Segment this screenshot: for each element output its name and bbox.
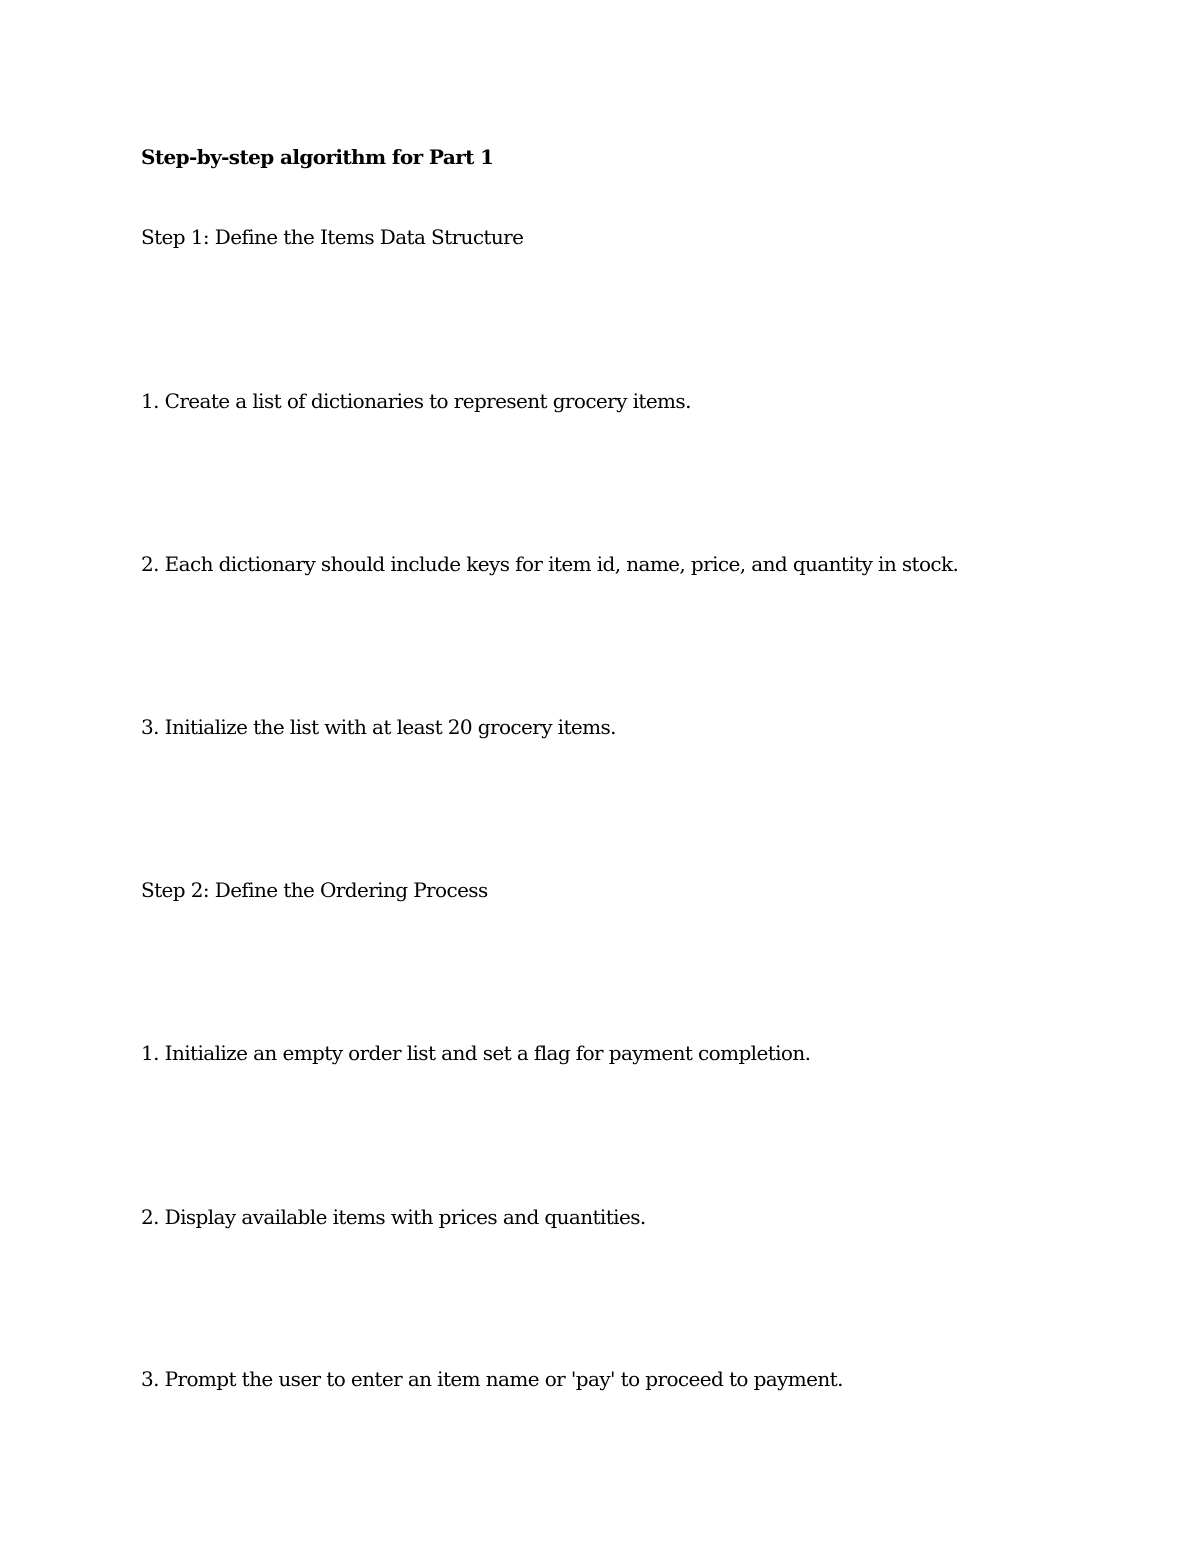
document-heading: Step-by-step algorithm for Part 1 <box>141 145 494 169</box>
step-1-title: Step 1: Define the Items Data Structure <box>141 225 524 249</box>
step-2-item-1: 1. Initialize an empty order list and set a flag for payment completion. <box>141 1041 811 1065</box>
step-2-title: Step 2: Define the Ordering Process <box>141 878 488 902</box>
step-1-item-3: 3. Initialize the list with at least 20 grocery items. <box>141 715 616 739</box>
step-2-item-3: 3. Prompt the user to enter an item name or 'pay' to proceed to payment. <box>141 1367 843 1391</box>
step-1-item-2: 2. Each dictionary should include keys for item id, name, price, and quantity in stock. <box>141 552 959 576</box>
step-2-item-2: 2. Display available items with prices and quantities. <box>141 1205 646 1229</box>
step-1-item-1: 1. Create a list of dictionaries to represent grocery items. <box>141 389 691 413</box>
